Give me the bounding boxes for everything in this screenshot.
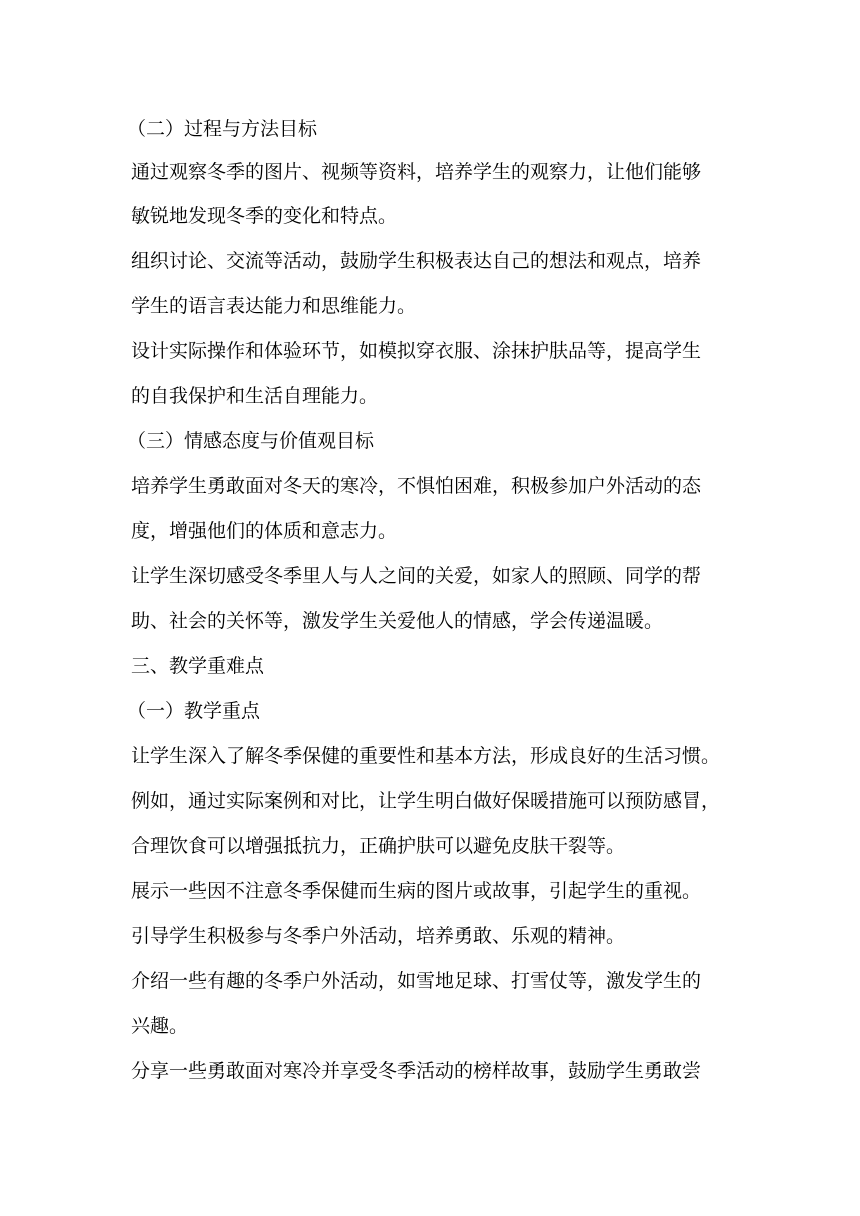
section-heading-key-difficulties: 三、教学重难点 [131,655,265,677]
paragraph-line: 通过观察冬季的图片、视频等资料，培养学生的观察力，让他们能够 [131,161,702,183]
paragraph-line: 的自我保护和生活自理能力。 [131,385,379,407]
paragraph-line: 合理饮食可以增强抵抗力，正确护肤可以避免皮肤干裂等。 [131,835,626,857]
paragraph-line: 让学生深切感受冬季里人与人之间的关爱，如家人的照顾、同学的帮 [131,565,702,587]
paragraph-line: 学生的语言表达能力和思维能力。 [131,295,417,317]
paragraph-line: 引导学生积极参与冬季户外活动，培养勇敢、乐观的精神。 [131,925,626,947]
paragraph-line: 组织讨论、交流等活动，鼓励学生积极表达自己的想法和观点，培养 [131,250,702,272]
paragraph-line: 兴趣。 [131,1015,189,1037]
paragraph-line: 度，增强他们的体质和意志力。 [131,520,398,542]
paragraph-line: 展示一些因不注意冬季保健而生病的图片或故事，引起学生的重视。 [131,880,702,902]
paragraph-line: 设计实际操作和体验环节，如模拟穿衣服、涂抹护肤品等，提高学生 [131,340,702,362]
paragraph-line: 敏锐地发现冬季的变化和特点。 [131,205,398,227]
paragraph-line: 例如，通过实际案例和对比，让学生明白做好保暖措施可以预防感冒， [131,790,721,812]
paragraph-line: 介绍一些有趣的冬季户外活动，如雪地足球、打雪仗等，激发学生的 [131,970,702,992]
paragraph-line: 分享一些勇敢面对寒冷并享受冬季活动的榜样故事，鼓励学生勇敢尝 [131,1060,702,1082]
section-heading-process-methods: （二）过程与方法目标 [127,118,318,140]
section-heading-teaching-focus: （一）教学重点 [127,700,261,722]
paragraph-line: 让学生深入了解冬季保健的重要性和基本方法，形成良好的生活习惯。 [131,745,721,767]
section-heading-emotion-values: （三）情感态度与价值观目标 [127,430,375,452]
paragraph-line: 助、社会的关怀等，激发学生关爱他人的情感，学会传递温暖。 [131,610,664,632]
paragraph-line: 培养学生勇敢面对冬天的寒冷，不惧怕困难，积极参加户外活动的态 [131,475,702,497]
